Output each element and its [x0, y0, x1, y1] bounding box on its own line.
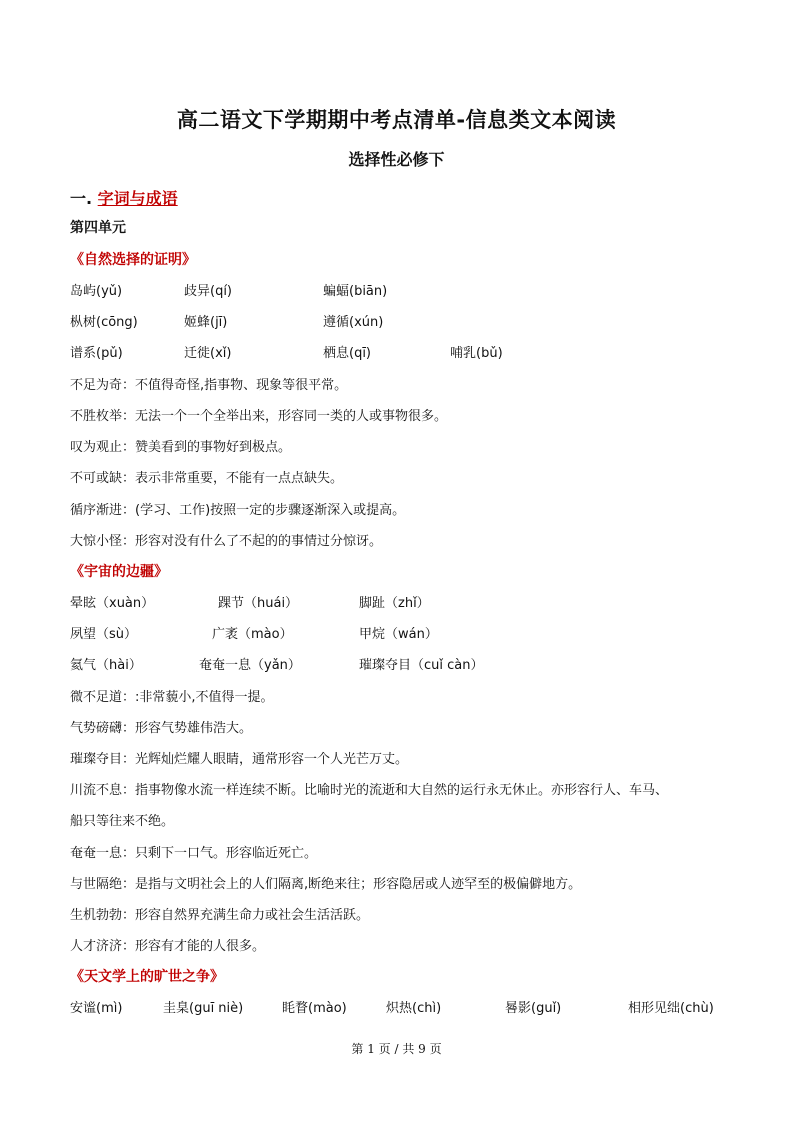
vocab-word: 晕眩（xuàn） [70, 596, 155, 611]
page-title: 高二语文下学期期中考点清单-信息类文本阅读 [176, 108, 617, 132]
vocab-word: 相形见绌(chù) [628, 1001, 714, 1016]
definition-line: 气势磅礴：形容气势雄伟浩大。 [70, 721, 253, 736]
definition-line: 不胜枚举：无法一个一个全举出来，形容同一类的人或事物很多。 [70, 409, 448, 424]
vocab-word: 广袤（mào） [212, 627, 293, 642]
vocab-word: 璀璨夺目（cuǐ càn） [359, 658, 484, 673]
vocab-word: 姬蜂(jī) [184, 315, 228, 330]
vocab-word: 哺乳(bǔ) [450, 346, 503, 361]
section-heading [70, 186, 178, 209]
vocab-word: 枞树(cōng) [70, 315, 138, 330]
definition-line: 叹为观止：赞美看到的事物好到极点。 [70, 440, 292, 455]
definition-line: 川流不息：指事物像水流一样连续不断。比喻时光的流逝和大自然的运行永无休止。亦形容行人、车马、 [70, 783, 669, 798]
vocab-word: 氦气（hài） [70, 658, 142, 673]
vocab-word: 栖息(qī) [323, 346, 372, 361]
vocab-word: 晷影(guǐ) [505, 1001, 562, 1016]
article-title: 《自然选择的证明》 [70, 252, 196, 268]
page-subtitle: 选择性必修下 [348, 150, 445, 169]
vocab-word: 奄奄一息（yǎn） [199, 658, 301, 673]
unit-heading: 第四单元 [70, 220, 126, 236]
page-footer: 第 1 页 / 共 9 页 [351, 1042, 442, 1056]
vocab-word: 夙望（sù） [70, 627, 138, 642]
vocab-word: 岛屿(yǔ) [70, 284, 123, 299]
definition-line: 船只等往来不绝。 [70, 814, 175, 829]
definition-line: 璀璨夺目：光辉灿烂耀人眼睛，通常形容一个人光芒万丈。 [70, 752, 409, 767]
definition-line: 不可或缺：表示非常重要，不能有一点点缺失。 [70, 471, 344, 486]
vocab-word: 安谧(mì) [70, 1001, 123, 1016]
vocab-word: 蝙蝠(biān) [323, 284, 388, 299]
vocab-word: 迁徙(xǐ) [184, 346, 232, 361]
definition-line: 循序渐进：(学习、工作)按照一定的步骤逐渐深入或提高。 [70, 503, 406, 518]
vocab-word: 脚趾（zhǐ） [359, 596, 430, 611]
definition-line: 生机勃勃：形容自然界充满生命力或社会生活活跃。 [70, 908, 370, 923]
vocab-word: 甲烷（wán） [359, 627, 438, 642]
vocab-word: 遵循(xún) [323, 315, 384, 330]
definition-line: 不足为奇：不值得奇怪,指事物、现象等很平常。 [70, 378, 348, 393]
definition-line: 大惊小怪：形容对没有什么了不起的的事情过分惊讶。 [70, 534, 383, 549]
vocab-word: 歧异(qí) [184, 284, 233, 299]
definition-line: 人才济济：形容有才能的人很多。 [70, 939, 266, 954]
vocab-word: 圭臬(guī niè) [163, 1001, 244, 1016]
article-title: 《天文学上的旷世之争》 [70, 969, 224, 985]
definition-line: 奄奄一息：只剩下一口气。形容临近死亡。 [70, 846, 318, 861]
vocab-word: 踝节（huái） [218, 596, 299, 611]
definition-line: 微不足道：:非常藐小,不值得一提。 [70, 690, 274, 705]
definition-line: 与世隔绝：是指与文明社会上的人们隔离,断绝来往；形容隐居或人迹罕至的极偏僻地方。 [70, 877, 582, 892]
section-number: 一. [70, 189, 93, 208]
article-title: 《宇宙的边疆》 [70, 564, 168, 580]
vocab-word: 炽热(chì) [386, 1001, 442, 1016]
vocab-word: 眊瞀(mào) [282, 1001, 347, 1016]
vocab-word: 谱系(pǔ) [70, 346, 123, 361]
section-label: 字词与成语 [97, 189, 178, 208]
